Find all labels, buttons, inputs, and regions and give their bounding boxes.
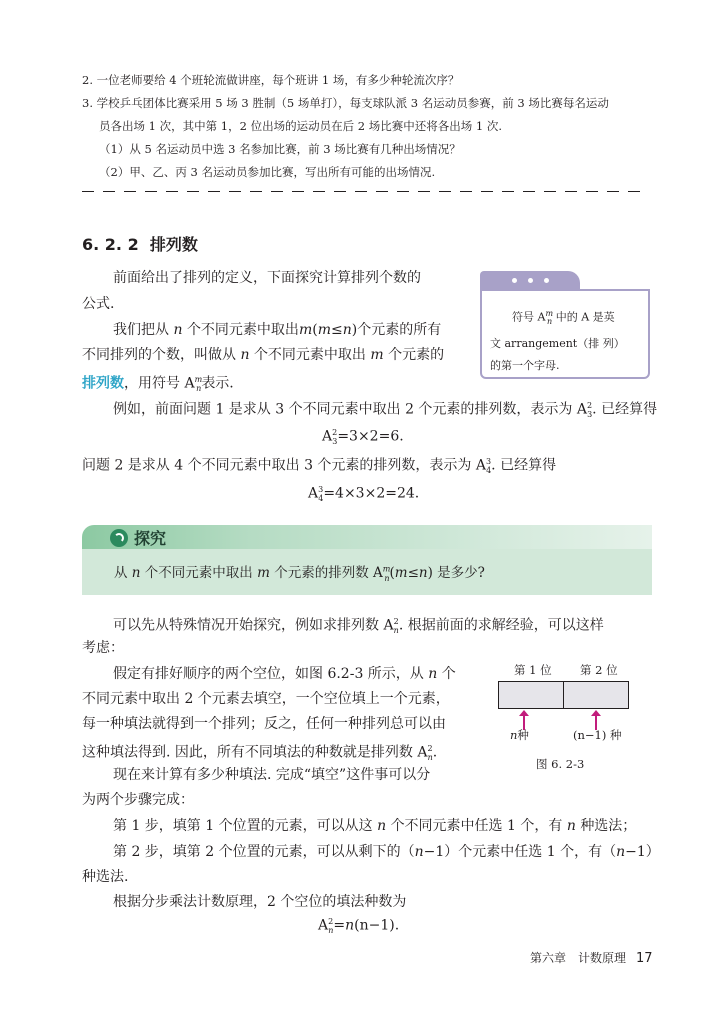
figure-caption: 图 6. 2-3: [536, 757, 585, 771]
figure-slot2-label: 第 2 位: [580, 663, 618, 677]
side-note: [480, 271, 650, 378]
paragraph-4: 问题 2 是求从 4 个不同元素中取出 3 个元素的排列数，表示为 $A^3_4$. 已经算得: [82, 457, 557, 476]
section-title: 排列数: [149, 235, 198, 254]
formula-a43: $A^3_4=4\times 3\times 2=24$.: [308, 485, 420, 504]
paragraph-6-line1: 假定有排好顺序的两个空位，如图 6.2-3 所示，从 n 个: [113, 666, 456, 682]
figure-slot-1: [498, 681, 565, 709]
page-footer: [530, 949, 653, 966]
figure-arrow2-label: (n−1) 种: [573, 728, 622, 742]
paragraph-6-line2: 不同元素中取出 2 个元素去填空，一个空位填上一个元素，: [82, 691, 450, 707]
paragraph-8: 根据分步乘法计数原理，2 个空位的填法种数为: [113, 894, 407, 910]
explore-icon: [110, 529, 128, 547]
paragraph-1-line1: 前面给出了排列的定义，下面探究计算排列个数的: [113, 270, 421, 286]
figure-slot1-label: 第 1 位: [514, 663, 552, 677]
footer-chapter: 第六章 计数原理: [530, 951, 627, 965]
paragraph-7-line1: 现在来计算有多少种填法. 完成“填空”这件事可以分: [113, 767, 431, 783]
paragraph-3: 例如，前面问题 1 是求从 3 个不同元素中取出 2 个元素的排列数，表示为 $A^2_3$. 已经算得: [113, 401, 658, 420]
side-note-text: 符号 $A^m_n$ 中的 A 是英 文 arrangement（排 列） 的第一个字母.: [490, 309, 625, 372]
dashed-separator: [82, 181, 650, 193]
step-2-line1: 第 2 步，填第 2 个位置的元素，可以从剩下的（n−1）个元素中任选 1 个，有（n−1）: [113, 844, 660, 860]
exercise-3-line2: 员各出场 1 次，其中第 1，2 位出场的运动员在后 2 场比赛中还将各出场 1 次.: [99, 119, 502, 133]
figure-arrow1-label: n种: [510, 728, 529, 742]
exercise-2: 2. 一位老师要给 4 个班轮流做讲座，每个班讲 1 场，有多少种轮流次序？: [82, 73, 460, 87]
explore-question: 从 n 个不同元素中取出 m 个元素的排列数 $A^m_n(m\le n)$ 是多少?: [114, 564, 485, 583]
step-1: 第 1 步，填第 1 个位置的元素，可以从这 n 个不同元素中任选 1 个，有 n 种选法；: [113, 818, 637, 834]
paragraph-7-line2: 为两个步骤完成：: [82, 792, 194, 808]
term-permutation-number: 排列数: [82, 375, 124, 392]
explore-title: 探究: [134, 529, 167, 548]
paragraph-2-line1: 我们把从 n 个不同元素中取出m(m≤n)个元素的所有: [113, 322, 442, 338]
paragraph-2-line3: 排列数，用符号 $A^m_n$表示.: [82, 375, 234, 394]
paragraph-5-line1: 可以先从特殊情况开始探究，例如求排列数 $A^2_n$. 根据前面的求解经验，可以这样: [113, 617, 604, 636]
paragraph-6-line4: 这种填法得到. 因此，所有不同填法的种数就是排列数 $A^2_n$.: [82, 744, 438, 763]
section-heading: [82, 232, 198, 255]
section-number: 6. 2. 2: [82, 235, 139, 254]
paragraph-6-line3: 每一种填法就得到一个排列；反之，任何一种排列总可以由: [82, 716, 446, 732]
exercise-3-line1: 3. 学校乒乓团体比赛采用 5 场 3 胜制（5 场单打），每支球队派 3 名运动员参赛，前 3 场比赛每名运动: [82, 96, 609, 110]
explore-box: [82, 525, 652, 597]
paragraph-5-line2: 考虑：: [82, 640, 124, 656]
formula-a32: $A^2_3=3\times 2=6$.: [322, 428, 404, 447]
page-number: 17: [636, 951, 653, 966]
exercise-3-q2: （2）甲、乙、丙 3 名运动员参加比赛，写出所有可能的出场情况.: [99, 165, 436, 179]
side-note-tab: [480, 271, 580, 291]
paragraph-1-line2: 公式.: [82, 296, 115, 312]
figure-6-2-3: [496, 662, 646, 772]
exercise-3-q1: （1）从 5 名运动员中选 3 名参加比赛，前 3 场比赛有几种出场情况？: [99, 142, 461, 156]
formula-an2: $A^2_n=n(n-1)$.: [318, 917, 400, 936]
paragraph-2-line2: 不同排列的个数，叫做从 n 个不同元素中取出 m 个元素的: [82, 347, 445, 363]
step-2-line2: 种选法.: [82, 869, 129, 885]
figure-slot-2: [563, 681, 629, 709]
